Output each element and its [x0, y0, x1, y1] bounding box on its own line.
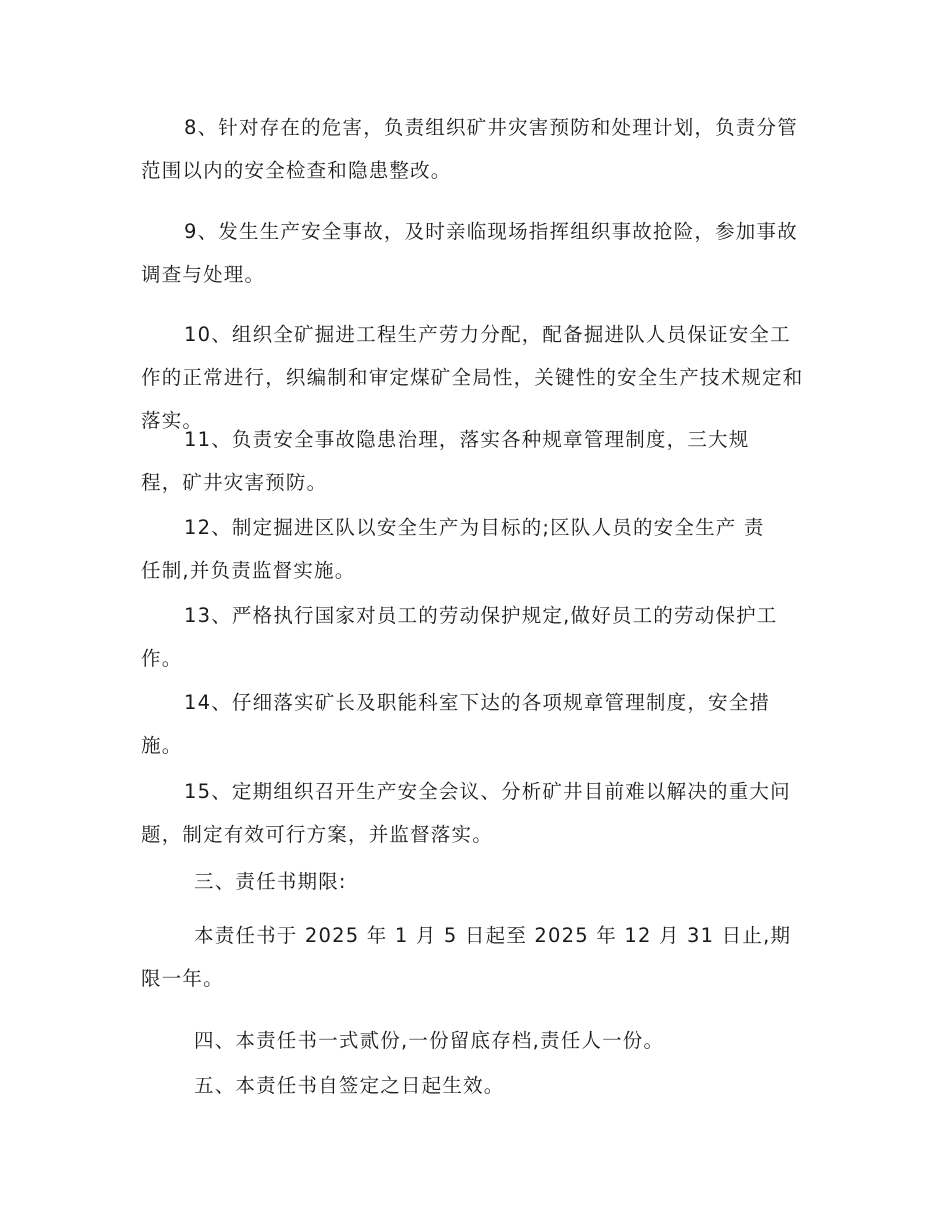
- clause-8: 8、针对存在的危害，负责组织矿井灾害预防和处理计划，负责分管范围以内的安全检查和隐患整改。: [141, 116, 798, 182]
- clause-11: [141, 418, 811, 504]
- section-4: 四、本责任书一式贰份,一份留底存档,责任人一份。: [194, 1029, 665, 1052]
- clause-11-line-1: 11、负责安全事故隐患治理，落实各种规章管理制度，三大规: [184, 428, 750, 451]
- clause-9: 9、发生生产安全事故，及时亲临现场指挥组织事故抢险，参加事故调查与处理。: [141, 220, 798, 286]
- clause-11-line-2: 程，矿井灾害预防。: [141, 471, 328, 494]
- clause-12-line-1: 12、制定掘进区队以安全生产为目标的;区队人员的安全生产 责: [184, 516, 765, 539]
- clause-10: 10、组织全矿掘进工程生产劳力分配，配备掘进队人员保证安全工作的正常进行，织编制和审定煤矿全局性，关键性的安全生产技术规定和落实。: [141, 323, 804, 432]
- clause-14: 14、仔细落实矿长及职能科室下达的各项规章管理制度，安全措施。: [141, 691, 771, 757]
- clause-12-line-2: 任制,并负责监督实施。: [141, 559, 356, 582]
- section-5: 五、本责任书自签定之日起生效。: [194, 1074, 505, 1097]
- section-3-heading: 三、责任书期限:: [194, 870, 347, 893]
- term-clause: 本责任书于 2025 年 1 月 5 日起至 2025 年 12 月 31 日止,期限一年。: [141, 924, 792, 990]
- clause-12: [141, 506, 811, 592]
- clause-15: 15、定期组织召开生产安全会议、分析矿井目前难以解决的重大问题，制定有效可行方案，并监督落实。: [141, 780, 791, 846]
- clause-13: 13、严格执行国家对员工的劳动保护规定,做好员工的劳动保护工作。: [141, 604, 778, 670]
